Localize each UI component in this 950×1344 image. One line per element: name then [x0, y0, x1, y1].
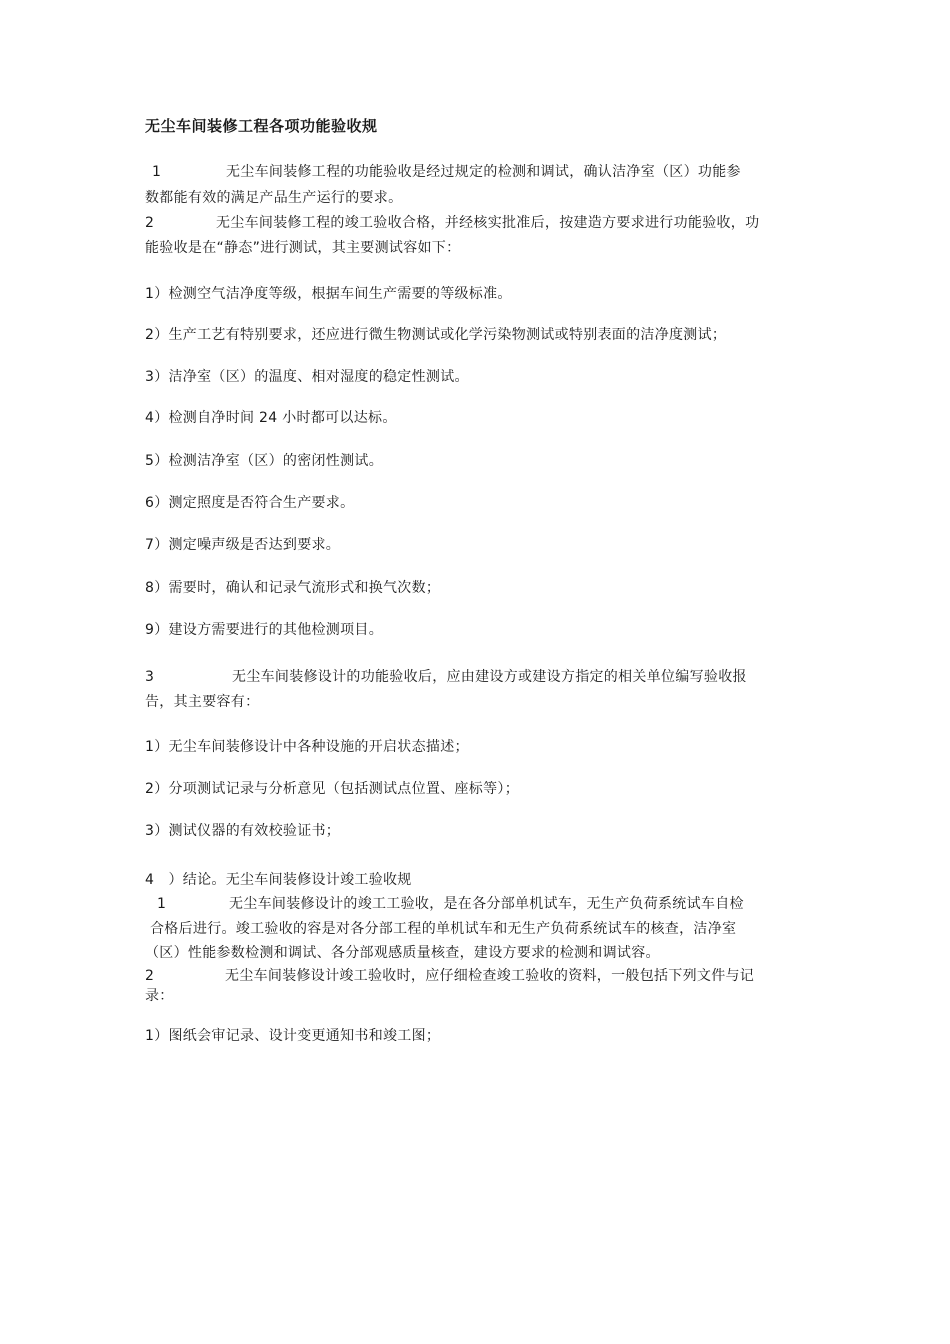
section-1-line-1: 无尘车间装修工程的功能验收是经过规定的检测和调试，确认洁净室（区）功能参 [226, 164, 741, 180]
list-item: 3）测试仪器的有效校验证书； [145, 823, 341, 839]
section-5-number: 1 [157, 896, 167, 912]
section-3-line-2: 告，其主要容有： [145, 694, 260, 710]
section-2-number: 2 [145, 215, 155, 231]
list-item: 8）需要时，确认和记录气流形式和换气次数； [145, 580, 441, 596]
section-4-line: 4 ）结论。无尘车间装修设计竣工验收规 [145, 872, 412, 888]
list-item: 1）无尘车间装修设计中各种设施的开启状态描述； [145, 739, 469, 755]
list-item: 7）测定噪声级是否达到要求。 [145, 537, 341, 553]
section-1-number: 1 [152, 164, 162, 180]
section-3-line-1: 无尘车间装修设计的功能验收后，应由建设方或建设方指定的相关单位编写验收报 [232, 669, 747, 685]
list-item: 1）检测空气洁净度等级，根据车间生产需要的等级标准。 [145, 286, 512, 302]
document-title: 无尘车间装修工程各项功能验收规 [145, 117, 378, 135]
section-5-line-3: （区）性能参数检测和调试、各分部观感质量核查，建设方要求的检测和调试容。 [145, 945, 660, 961]
section-2-line-2: 能验收是在“静态”进行测试，其主要测试容如下： [145, 240, 461, 256]
section-6-line-1: 无尘车间装修设计竣工验收时，应仔细检查竣工验收的资料，一般包括下列文件与记 [225, 968, 755, 984]
section-1-line-2: 数都能有效的满足产品生产运行的要求。 [145, 190, 403, 206]
section-5-line-2: 合格后进行。竣工验收的容是对各分部工程的单机试车和无生产负荷系统试车的核查，洁净室 [150, 921, 737, 937]
section-5-line-1: 无尘车间装修设计的竣工工验收，是在各分部单机试车，无生产负荷系统试车自检 [229, 896, 744, 912]
list-item: 6）测定照度是否符合生产要求。 [145, 495, 355, 511]
list-item: 2）分项测试记录与分析意见（包括测试点位置、座标等）； [145, 781, 520, 797]
section-6-number: 2 [145, 968, 155, 984]
section-2-line-1: 无尘车间装修工程的竣工验收合格，并经核实批准后，按建造方要求进行功能验收，功 [216, 215, 760, 231]
section-3-number: 3 [145, 669, 155, 685]
list-item: 4）检测自净时间 24 小时都可以达标。 [145, 410, 397, 426]
list-item: 1）图纸会审记录、设计变更通知书和竣工图； [145, 1028, 441, 1044]
list-item: 5）检测洁净室（区）的密闭性测试。 [145, 453, 384, 469]
section-6-line-2: 录： [145, 988, 174, 1004]
list-item: 2）生产工艺有特别要求，还应进行微生物测试或化学污染物测试或特别表面的洁净度测试； [145, 327, 727, 343]
list-item: 9）建设方需要进行的其他检测项目。 [145, 622, 384, 638]
list-item: 3）洁净室（区）的温度、相对湿度的稳定性测试。 [145, 369, 469, 385]
